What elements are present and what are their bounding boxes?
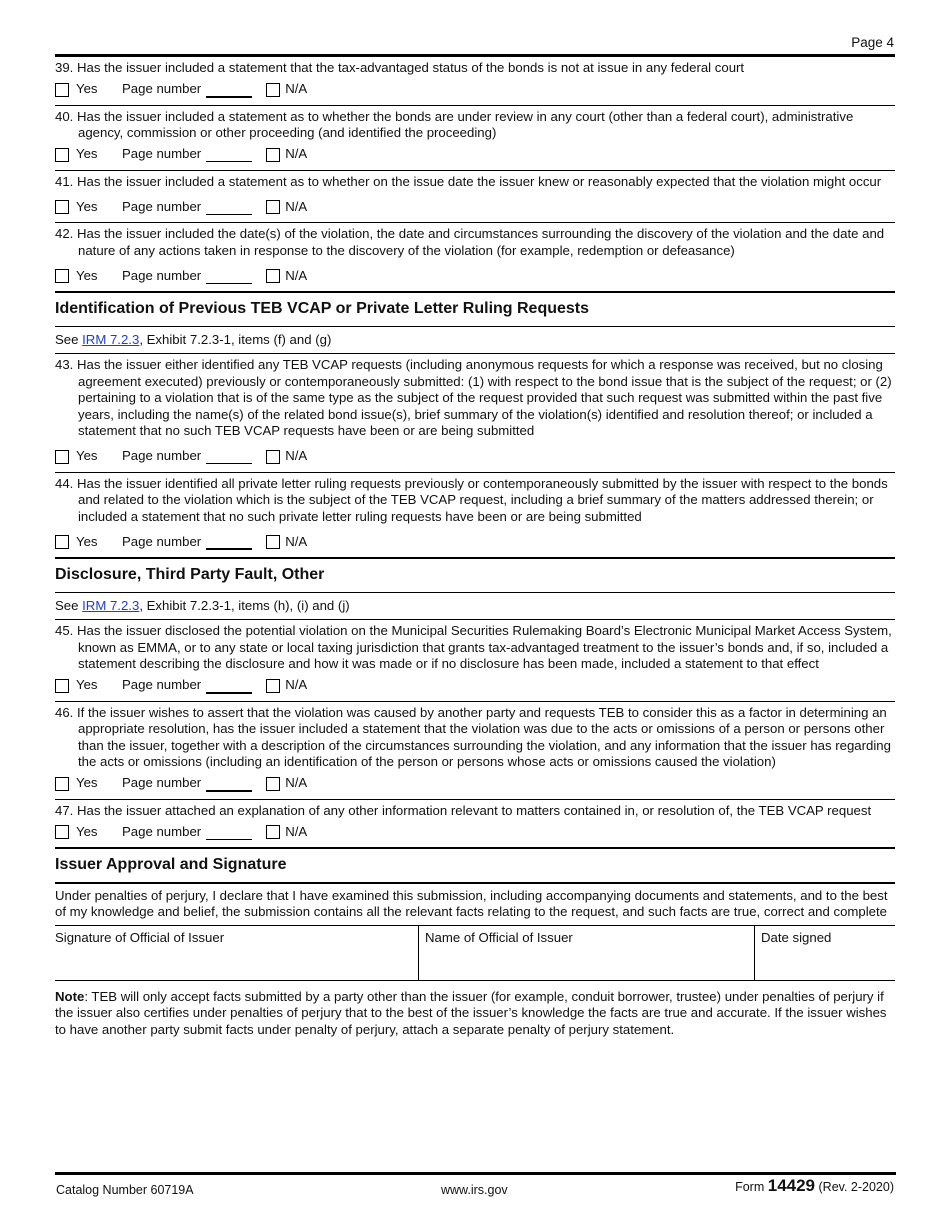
yes-label: Yes — [76, 775, 98, 791]
na-label: N/A — [285, 533, 308, 549]
question-39 — [55, 54, 895, 105]
irm-reference — [55, 326, 895, 354]
question-text: 46. If the issuer wishes to assert that the violation was caused by another party and requests TEB to consider this as a factor in determining an appropriate resolution, has the issuer included a statement that the violation was due to the acts or omissions of a person or persons other than the issuer, together with a description of the circumstances surrounding the violation, and any information that the issuer has regarding the acts or omissions (including an identification of the person or persons whose acts or omissions caused the violation) — [55, 704, 891, 769]
signature-field[interactable] — [55, 926, 419, 980]
answer-row — [55, 821, 895, 843]
na-label: N/A — [285, 823, 308, 839]
na-checkbox[interactable] — [266, 200, 280, 214]
official-name-field[interactable] — [419, 926, 755, 980]
date-signed-label: Date signed — [761, 929, 832, 945]
see-prefix: See — [55, 597, 83, 613]
yes-checkbox[interactable] — [55, 825, 69, 839]
form-word: Form — [735, 1180, 765, 1194]
page-number-field[interactable] — [206, 200, 252, 215]
question-text: 41. Has the issuer included a statement as to whether on the issue date the issuer knew or reasonably expected that the violation might occur — [55, 173, 882, 189]
yes-checkbox[interactable] — [55, 83, 69, 97]
na-checkbox[interactable] — [266, 269, 280, 283]
yes-checkbox[interactable] — [55, 148, 69, 162]
page-number-field[interactable] — [206, 678, 252, 694]
note-paragraph — [55, 981, 895, 1039]
official-name-label: Name of Official of Issuer — [425, 929, 573, 945]
page-number-field[interactable] — [206, 449, 252, 464]
yes-checkbox[interactable] — [55, 679, 69, 693]
question-45 — [55, 619, 895, 701]
perjury-declaration: Under penalties of perjury, I declare that I have examined this submission, including accompanying documents and statements, and to the best of my knowledge and belief, the submission contains all the relevant facts relating to the request, and such facts are true, correct and complete — [55, 882, 895, 925]
yes-checkbox[interactable] — [55, 269, 69, 283]
page-number-label: Page number — [122, 198, 202, 214]
yes-label: Yes — [76, 533, 98, 549]
section-heading-signature: Issuer Approval and Signature — [55, 847, 895, 882]
question-43 — [55, 353, 895, 472]
answer-row — [55, 196, 895, 218]
answer-row — [55, 79, 895, 101]
page-number-label: Page number — [122, 677, 202, 693]
page-number-label: Page number — [122, 146, 202, 162]
yes-label: Yes — [76, 267, 98, 283]
note-label: Note — [55, 988, 85, 1004]
page-number-field[interactable] — [206, 147, 252, 162]
question-text: 44. Has the issuer identified all private letter ruling requests previously or contemporaneously submitted by the issuer with respect to the bonds and related to the violation which is the subject of the TEB VCAP request, including a brief summary of the matters addressed therein; or included a statement that no such private letter ruling requests have been or are being submitted — [55, 475, 888, 524]
yes-checkbox[interactable] — [55, 777, 69, 791]
irm-link[interactable]: IRM 7.2.3 — [82, 597, 140, 613]
yes-label: Yes — [76, 198, 98, 214]
na-checkbox[interactable] — [266, 777, 280, 791]
see-suffix: , Exhibit 7.2.3-1, items (f) and (g) — [139, 331, 332, 347]
page-number-label: Page number — [122, 448, 202, 464]
question-text: 40. Has the issuer included a statement as to whether the bonds are under review in any court (other than a federal court), administrative agency, commission or other proceeding (and identified the proceeding) — [55, 108, 854, 140]
yes-label: Yes — [76, 448, 98, 464]
irm-reference — [55, 592, 895, 620]
question-40 — [55, 105, 895, 170]
question-47 — [55, 799, 895, 848]
question-text: 43. Has the issuer either identified any TEB VCAP requests (including anonymous requests for which a response was received, but no closing agreement executed) previously or contemporaneously submitted: (1) with respect to the bond issue that is the subject of the request; or (2) pertaining to a violation that is of the same type as the subject of the request provided that such request was submitted within the past five years, including the name(s) of the related bond issue(s), brief summary of the violation(s) identified and resolution thereof; or included a statement that no such TEB VCAP requests have been or are being submitted — [55, 357, 892, 438]
page-number-label: Page number — [122, 267, 202, 283]
yes-label: Yes — [76, 677, 98, 693]
page-number-label: Page number — [122, 775, 202, 791]
page-number-field[interactable] — [206, 269, 252, 284]
see-prefix: See — [55, 331, 83, 347]
form-identifier — [735, 1178, 894, 1196]
page-number-field[interactable] — [206, 534, 252, 550]
page-footer — [55, 1172, 896, 1199]
na-checkbox[interactable] — [266, 535, 280, 549]
na-label: N/A — [285, 146, 308, 162]
note-text: : TEB will only accept facts submitted by a party other than the issuer (for example, conduit borrower, trustee) under penalties of perjury if the issuer also certifies under penalties of perjury that to the best of the issuer’s knowledge the facts are true and accurate. If the issuer wishes to have another party submit facts under penalty of perjury, attach a separate penalty of perjury statement. — [55, 988, 887, 1037]
na-label: N/A — [285, 267, 308, 283]
date-signed-field[interactable] — [755, 926, 895, 980]
page-number-label: Page 4 — [851, 35, 894, 50]
form-number: 14429 — [767, 1176, 816, 1195]
yes-label: Yes — [76, 146, 98, 162]
na-label: N/A — [285, 775, 308, 791]
see-suffix: , Exhibit 7.2.3-1, items (h), (i) and (j) — [139, 597, 350, 613]
na-checkbox[interactable] — [266, 679, 280, 693]
answer-row — [55, 531, 895, 553]
na-checkbox[interactable] — [266, 825, 280, 839]
form-revision: (Rev. 2-2020) — [818, 1180, 894, 1194]
section-heading-disclosure: Disclosure, Third Party Fault, Other — [55, 557, 895, 592]
question-42 — [55, 222, 895, 291]
na-label: N/A — [285, 198, 308, 214]
signature-row — [55, 925, 895, 981]
answer-row — [55, 675, 895, 697]
question-text: 42. Has the issuer included the date(s) of the violation, the date and circumstances surrounding the discovery of the violation and the date and nature of any actions taken in response to the discovery of the violation (for example, redemption or defeasance) — [55, 226, 885, 258]
question-text: 47. Has the issuer attached an explanation of any other information relevant to matters contained in, or resolution of, the TEB VCAP request — [55, 802, 872, 818]
na-checkbox[interactable] — [266, 83, 280, 97]
yes-checkbox[interactable] — [55, 535, 69, 549]
yes-label: Yes — [76, 823, 98, 839]
irm-link[interactable]: IRM 7.2.3 — [82, 331, 140, 347]
page-number-label: Page number — [122, 533, 202, 549]
na-label: N/A — [285, 81, 308, 97]
page-number-label: Page number — [122, 81, 202, 97]
yes-checkbox[interactable] — [55, 200, 69, 214]
page-number-label: Page number — [122, 823, 202, 839]
question-text: 45. Has the issuer disclosed the potential violation on the Municipal Securities Rulemaking Board’s Electronic Municipal Market Access System, known as EMMA, or to any state or local taxing jurisdiction that grants tax-advantaged treatment to the issuer’s bonds and, if so, included a statement describing the disclosure and how it was made or if no disclosure has been made, included a statement to that effect — [55, 623, 892, 671]
answer-row — [55, 773, 895, 795]
question-46 — [55, 701, 895, 799]
na-checkbox[interactable] — [266, 148, 280, 162]
yes-label: Yes — [76, 81, 98, 97]
page-number-field[interactable] — [206, 825, 252, 840]
question-text: 39. Has the issuer included a statement that the tax-advantaged status of the bonds is not at issue in any federal court — [55, 60, 745, 75]
question-41 — [55, 170, 895, 223]
answer-row — [55, 446, 895, 468]
section-heading-previous-requests: Identification of Previous TEB VCAP or Private Letter Ruling Requests — [55, 291, 895, 326]
yes-checkbox[interactable] — [55, 450, 69, 464]
page-number-field[interactable] — [206, 82, 252, 98]
page-number-field[interactable] — [206, 776, 252, 792]
question-44 — [55, 472, 895, 558]
signature-label: Signature of Official of Issuer — [55, 929, 225, 945]
answer-row — [55, 144, 895, 166]
catalog-number: Catalog Number 60719A — [56, 1183, 194, 1197]
na-label: N/A — [285, 448, 308, 464]
answer-row — [55, 265, 895, 287]
form-body — [55, 54, 895, 1038]
na-checkbox[interactable] — [266, 450, 280, 464]
website-link: www.irs.gov — [441, 1183, 508, 1197]
na-label: N/A — [285, 677, 308, 693]
